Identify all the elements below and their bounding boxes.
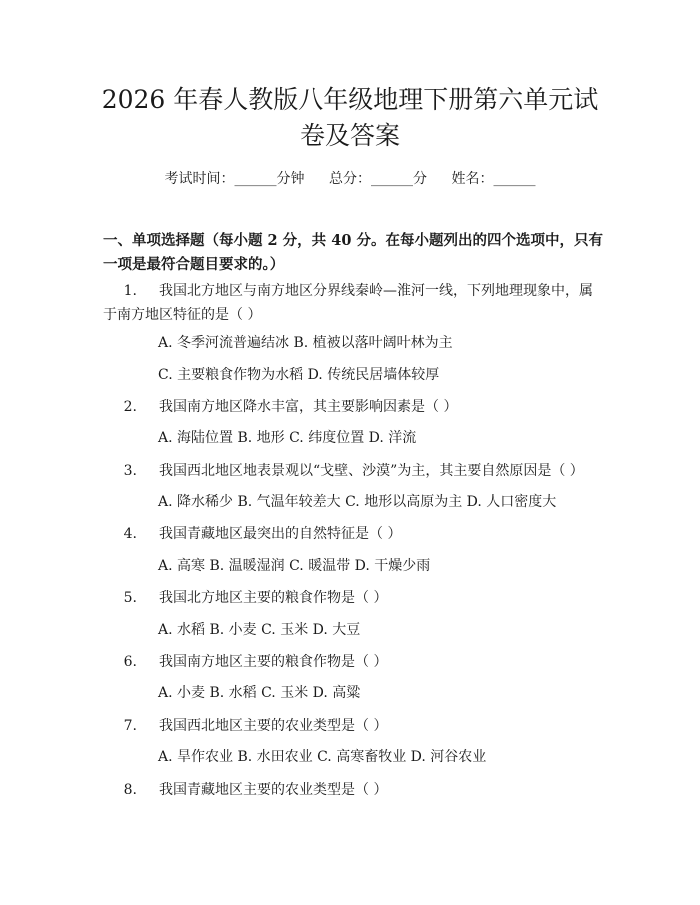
document-title-line-2: 卷及答案	[299, 121, 400, 150]
question-7	[103, 714, 603, 738]
question-6-options: A. 小麦 B. 水稻 C. 玉米 D. 高粱	[158, 685, 361, 701]
question-5	[103, 586, 603, 610]
question-number: 5.	[123, 590, 137, 606]
question-5-options: A. 水稻 B. 小麦 C. 玉米 D. 大豆	[158, 622, 361, 638]
question-number: 4.	[123, 526, 137, 542]
question-number: 8.	[123, 782, 137, 798]
exam-meta	[0, 168, 700, 188]
question-number: 7.	[123, 718, 137, 734]
question-text: 我国青藏地区最突出的自然特征是（ ）	[159, 526, 402, 542]
question-7-options: A. 旱作农业 B. 水田农业 C. 高寒畜牧业 D. 河谷农业	[158, 749, 487, 765]
question-number: 3.	[123, 463, 137, 479]
question-3-options: A. 降水稀少 B. 气温年较差大 C. 地形以高原为主 D. 人口密度大	[158, 494, 557, 510]
question-number: 1.	[123, 283, 137, 299]
question-2	[103, 395, 603, 419]
question-3	[103, 459, 603, 483]
question-2-options: A. 海陆位置 B. 地形 C. 纬度位置 D. 洋流	[158, 430, 417, 446]
question-1-options-row-1: A. 冬季河流普遍结冰 B. 植被以落叶阔叶林为主	[158, 335, 453, 351]
question-text: 我国青藏地区主要的农业类型是（ ）	[159, 782, 388, 798]
exam-time: 考试时间：______分钟	[164, 171, 305, 187]
question-6	[103, 650, 603, 674]
question-text: 我国南方地区降水丰富，其主要影响因素是（ ）	[159, 399, 458, 415]
question-text: 我国西北地区地表景观以“戈壁、沙漠”为主，其主要自然原因是（ ）	[159, 463, 584, 479]
section-heading: 一、单项选择题（每小题 2 分，共 40 分。在每小题列出的四个选项中，只有一项是最符合题目要求的。）	[103, 232, 603, 273]
question-number: 2.	[123, 399, 137, 415]
question-number: 6.	[123, 654, 137, 670]
question-text: 我国南方地区主要的粮食作物是（ ）	[159, 654, 388, 670]
question-text: 我国北方地区主要的粮食作物是（ ）	[159, 590, 388, 606]
question-8	[103, 778, 603, 802]
question-text: 我国西北地区主要的农业类型是（ ）	[159, 718, 388, 734]
document-title-line-1: 2026 年春人教版八年级地理下册第六单元试	[101, 85, 599, 114]
question-1	[103, 279, 603, 327]
question-text: 我国北方地区与南方地区分界线秦岭—淮河一线，下列地理现象中，属于南方地区特征的是（ ）	[103, 283, 593, 323]
question-4	[103, 522, 603, 546]
exam-score: 总分：______分	[329, 171, 427, 187]
question-4-options: A. 高寒 B. 温暖湿润 C. 暖温带 D. 干燥少雨	[158, 558, 431, 574]
student-name: 姓名：______	[451, 171, 536, 187]
question-1-options-row-2: C. 主要粮食作物为水稻 D. 传统民居墙体较厚	[158, 367, 440, 383]
